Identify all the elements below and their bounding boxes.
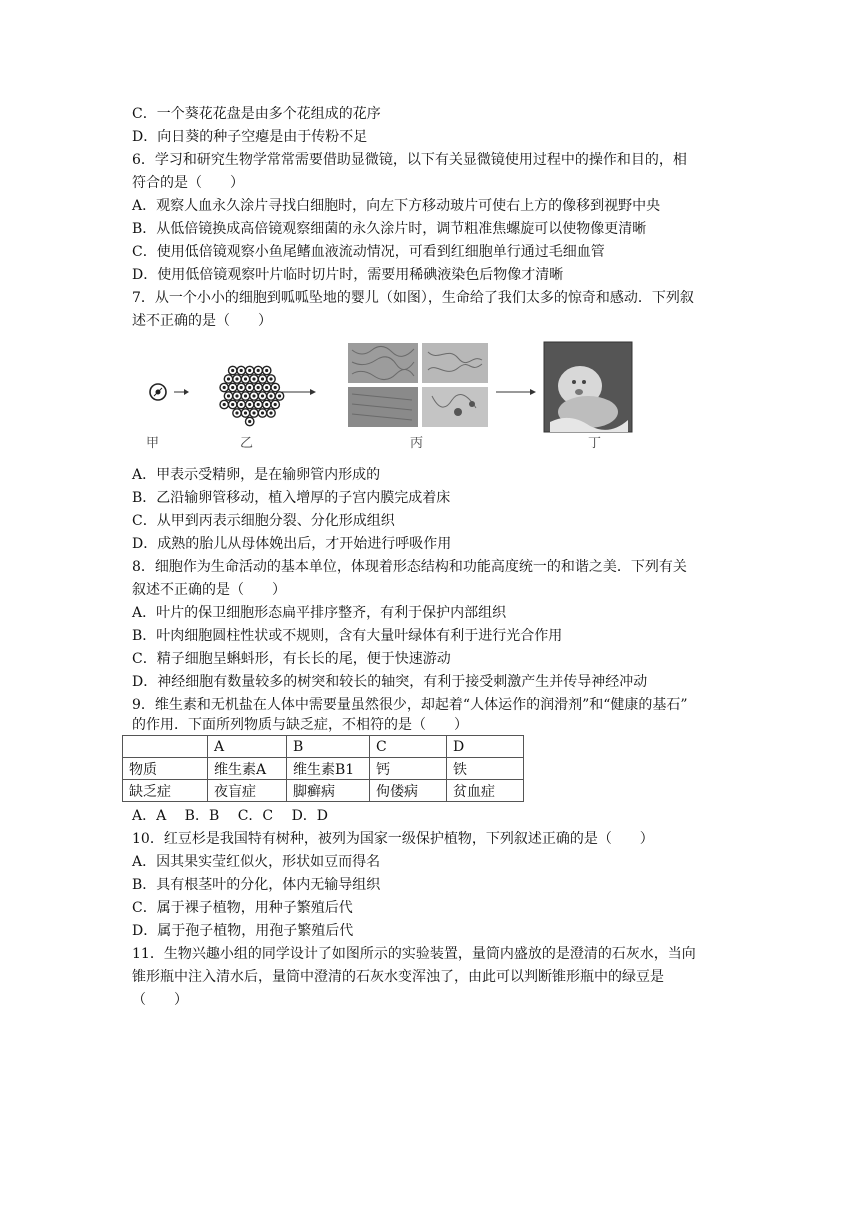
table-row (123, 780, 524, 802)
cell-nucleus (265, 403, 268, 406)
cell-nucleus (261, 394, 264, 397)
table-cell: 铁 (447, 758, 524, 780)
cell-nucleus (231, 386, 234, 389)
cell-nucleus (227, 377, 230, 380)
cell-nucleus (240, 369, 243, 372)
text-line: 述不正确的是（ ） (132, 313, 272, 329)
cell-nucleus (235, 377, 238, 380)
table-cell: A (208, 736, 287, 758)
cell-nucleus (244, 377, 247, 380)
cell-nucleus (257, 403, 260, 406)
figure-label-bing: 丙 (410, 436, 424, 451)
figure-label-yi: 乙 (240, 436, 254, 451)
tissue-images (348, 343, 488, 427)
text-line: B．叶肉细胞圆柱性状或不规则，含有大量叶绿体有利于进行光合作用 (132, 628, 563, 644)
cell-nucleus (223, 403, 226, 406)
cell-nucleus (261, 377, 264, 380)
text-line: B．从低倍镜换成高倍镜观察细菌的永久涂片时，调节粗准焦螺旋可以使物像更清晰 (132, 221, 647, 237)
cell-cluster-icon (220, 366, 284, 425)
table-cell: 维生素B1 (287, 758, 370, 780)
cell-nucleus (227, 394, 230, 397)
cell-nucleus (278, 394, 281, 397)
table-cell: 缺乏症 (123, 780, 208, 802)
text-line: 7．从一个小小的细胞到呱呱坠地的婴儿（如图），生命给了我们太多的惊奇和感动．下列叙 (132, 290, 694, 306)
table-cell: C (370, 736, 447, 758)
table-cell: 佝偻病 (370, 780, 447, 802)
text-line: D．使用低倍镜观察叶片临时切片时，需要用稀碘液染色后物像才清晰 (132, 267, 564, 283)
cell-nucleus (235, 394, 238, 397)
text-line: B．乙沿输卵管移动，植入增厚的子宫内膜完成着床 (132, 490, 451, 506)
text-line: 符合的是（ ） (132, 175, 244, 191)
table-cell: 维生素A (208, 758, 287, 780)
text-line: B．具有根茎叶的分化，体内无输导组织 (132, 877, 381, 893)
development-figure (132, 340, 634, 456)
text-line: C．属于裸子植物，用种子繁殖后代 (132, 900, 353, 916)
cell-nucleus (252, 394, 255, 397)
cell-nucleus (248, 403, 251, 406)
cell-nucleus (261, 411, 264, 414)
arrow-icon (174, 389, 189, 395)
table-cell: 贫血症 (447, 780, 524, 802)
cell-nucleus (248, 420, 251, 423)
text-line: D．成熟的胎儿从母体娩出后，才开始进行呼吸作用 (132, 536, 452, 552)
text-line: C．精子细胞呈蝌蚪形，有长长的尾，便于快速游动 (132, 651, 451, 667)
text-line: A．观察人血永久涂片寻找白细胞时，向左下方移动玻片可使右上方的像移到视野中央 (132, 198, 661, 214)
cell-nucleus (235, 411, 238, 414)
table-cell: 脚癣病 (287, 780, 370, 802)
table-cell (123, 736, 208, 758)
cell-nucleus (265, 369, 268, 372)
table-cell: 钙 (370, 758, 447, 780)
cell-nucleus (265, 386, 268, 389)
text-line: C．从甲到丙表示细胞分裂、分化形成组织 (132, 513, 395, 529)
cell-nucleus (274, 386, 277, 389)
cell-nucleus (231, 369, 234, 372)
text-line: 11．生物兴趣小组的同学设计了如图所示的实验装置，量筒内盛放的是澄清的石灰水，当向 (132, 946, 696, 962)
cell-nucleus (257, 369, 260, 372)
text-line: 10．红豆杉是我国特有树种，被列为国家一级保护植物，下列叙述正确的是（ ） (132, 831, 654, 847)
figure-label-ding: 丁 (588, 436, 602, 451)
table-row (123, 736, 524, 758)
text-line: 8．细胞作为生命活动的基本单位，体现着形态结构和功能高度统一的和谐之美．下列有关 (132, 559, 687, 575)
text-line: A．甲表示受精卵，是在输卵管内形成的 (132, 467, 381, 483)
text-line: 锥形瓶中注入清水后，量筒中澄清的石灰水变浑浊了，由此可以判断锥形瓶中的绿豆是 (132, 969, 664, 985)
cell-nucleus (252, 411, 255, 414)
text-line: 9．维生素和无机盐在人体中需要量虽然很少，却起着“人体运作的润滑剂”和“健康的基石” (132, 697, 688, 713)
table-cell: 物质 (123, 758, 208, 780)
text-line: D．属于孢子植物，用孢子繁殖后代 (132, 923, 354, 939)
cell-nucleus (269, 411, 272, 414)
cell-nucleus (244, 411, 247, 414)
text-line: 的作用．下面所列物质与缺乏症，不相符的是（ ） (132, 717, 468, 733)
table-cell: B (287, 736, 370, 758)
cell-nucleus (257, 386, 260, 389)
cell-nucleus (244, 394, 247, 397)
cell-nucleus (248, 369, 251, 372)
text-line: C．使用低倍镜观察小鱼尾鳍血液流动情况，可看到红细胞单行通过毛细血管 (132, 244, 605, 260)
cell-nucleus (231, 403, 234, 406)
text-line: C．一个葵花花盘是由多个花组成的花序 (132, 106, 381, 122)
table-cell: 夜盲症 (208, 780, 287, 802)
table-cell: D (447, 736, 524, 758)
text-line: A．叶片的保卫细胞形态扁平排序整齐，有利于保护内部组织 (132, 605, 507, 621)
cell-nucleus (252, 377, 255, 380)
table-row (123, 758, 524, 780)
text-line: D．向日葵的种子空瘪是由于传粉不足 (132, 129, 368, 145)
cell-nucleus (240, 403, 243, 406)
development-diagram (132, 340, 634, 456)
figure-label-jia: 甲 (146, 436, 160, 451)
text-line: A．因其果实莹红似火，形状如豆而得名 (132, 854, 381, 870)
text-line: 6．学习和研究生物学常常需要借助显微镜，以下有关显微镜使用过程中的操作和目的，相 (132, 152, 687, 168)
text-line: A．A B．B C．C D．D (132, 808, 329, 824)
cell-nucleus (269, 377, 272, 380)
text-line: 叙述不正确的是（ ） (132, 582, 286, 598)
baby-photo (544, 342, 632, 432)
cell-nucleus (269, 394, 272, 397)
zygote-icon (150, 384, 166, 400)
cell-nucleus (240, 386, 243, 389)
text-line: （ ） (132, 992, 188, 1008)
arrow-icon (496, 389, 536, 395)
cell-nucleus (223, 386, 226, 389)
vitamin-table (122, 735, 524, 802)
cell-nucleus (274, 403, 277, 406)
text-line: D．神经细胞有数量较多的树突和较长的轴突，有利于接受刺激产生并传导神经冲动 (132, 674, 648, 690)
cell-nucleus (248, 386, 251, 389)
